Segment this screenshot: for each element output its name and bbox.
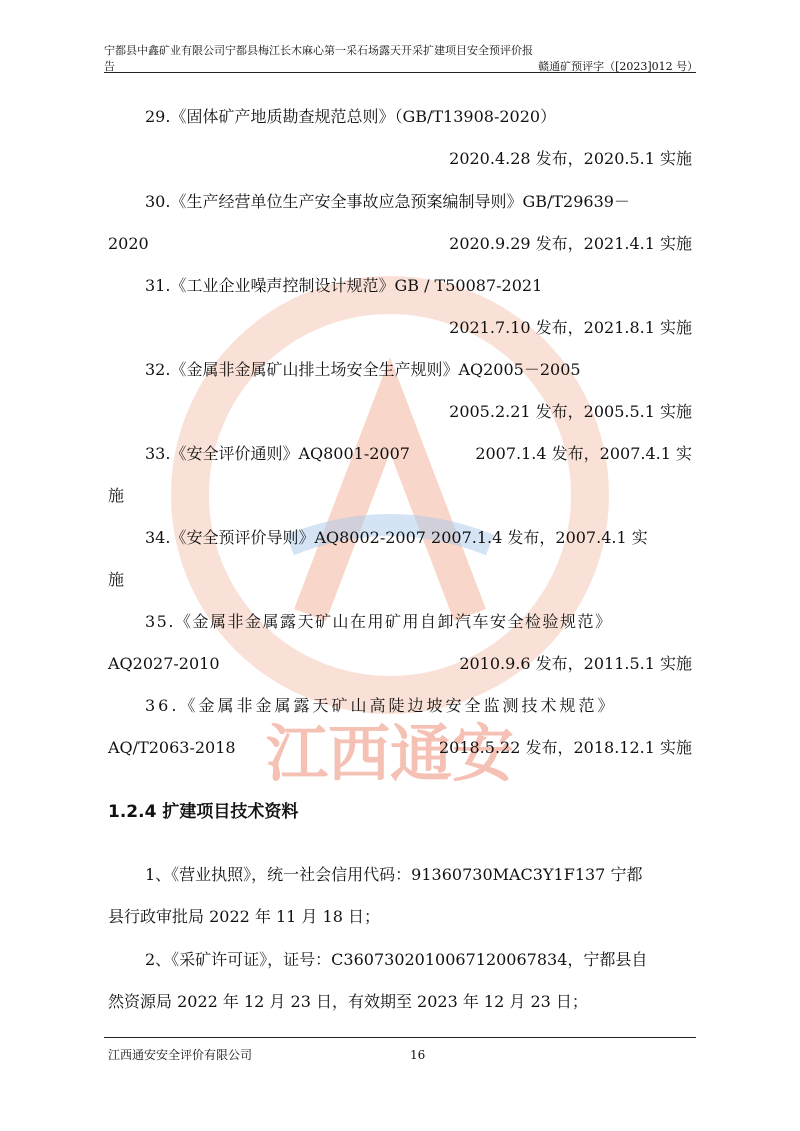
- ref-35: 35.《金属非金属露天矿山在用矿用自卸汽车安全检验规范》: [145, 612, 613, 631]
- ref-34-cont: 施: [108, 570, 125, 589]
- ref-31-date: 2021.7.10 发布，2021.8.1 实施: [449, 318, 692, 337]
- doc-2-line2: 然资源局 2022 年 12 月 23 日，有效期至 2023 年 12 月 23 日；: [108, 992, 588, 1011]
- ref-30-cont: [108, 232, 692, 256]
- ref-36-cont: [108, 736, 692, 760]
- ref-34: 34.《安全预评价导则》AQ8002-2007 2007.1.4 发布，2007.4.1 实: [145, 528, 648, 547]
- doc-1-line1: 1、《营业执照》，统一社会信用代码：91360730MAC3Y1F137 宁都: [145, 865, 643, 884]
- ref-36-code: AQ/T2063-2018: [108, 738, 236, 757]
- footer-divider: [104, 1037, 696, 1038]
- ref-30: 30.《生产经营单位生产安全事故应急预案编制导则》GB/T29639－: [145, 192, 630, 211]
- ref-35-code: AQ2027-2010: [108, 654, 220, 673]
- ref-35-cont: [108, 652, 692, 676]
- ref-33-cont: 施: [108, 486, 125, 505]
- ref-33-title: 33.《安全评价通则》AQ8001-2007: [145, 444, 410, 463]
- ref-29: 29.《固体矿产地质勘查规范总则》（GB/T13908-2020）: [145, 107, 557, 126]
- header-left: 宁都县中鑫矿业有限公司宁都县梅江长木麻心第一采石场露天开采扩建项目安全预评价报告: [104, 44, 533, 73]
- footer-company: 江西通安安全评价有限公司: [108, 1048, 253, 1062]
- ref-36: 36.《金属非金属露天矿山高陡边坡安全监测技术规范》: [145, 696, 617, 715]
- ref-29-date: 2020.4.28 发布，2020.5.1 实施: [449, 149, 692, 168]
- header-divider: [104, 72, 696, 73]
- doc-2-line1: 2、《采矿许可证》，证号：C3607302010067120067834，宁都县自: [145, 950, 648, 969]
- doc-1-line2: 县行政审批局 2022 年 11 月 18 日；: [108, 907, 380, 926]
- ref-35-date: 2010.9.6 发布，2011.5.1 实施: [459, 654, 692, 673]
- ref-32: 32.《金属非金属矿山排土场安全生产规则》AQ2005－2005: [145, 360, 581, 379]
- ref-32-date: 2005.2.21 发布，2005.5.1 实施: [449, 402, 692, 421]
- header-right: 赣通矿预评字（[2023]012 号）: [538, 60, 699, 73]
- ref-30-date: 2020.9.29 发布，2021.4.1 实施: [449, 234, 692, 253]
- ref-33-date: 2007.1.4 发布，2007.4.1 实: [475, 444, 692, 463]
- section-title: 1.2.4 扩建项目技术资料: [108, 802, 299, 822]
- ref-33: [145, 442, 692, 466]
- page-number: 16: [410, 1048, 426, 1062]
- watermark-text: 江西通安: [265, 717, 515, 790]
- ref-30-code: 2020: [108, 234, 149, 253]
- ref-36-date: 2018.5.22 发布，2018.12.1 实施: [438, 738, 692, 757]
- page-header: [104, 44, 699, 74]
- ref-31: 31.《工业企业噪声控制设计规范》GB / T50087-2021: [145, 276, 543, 295]
